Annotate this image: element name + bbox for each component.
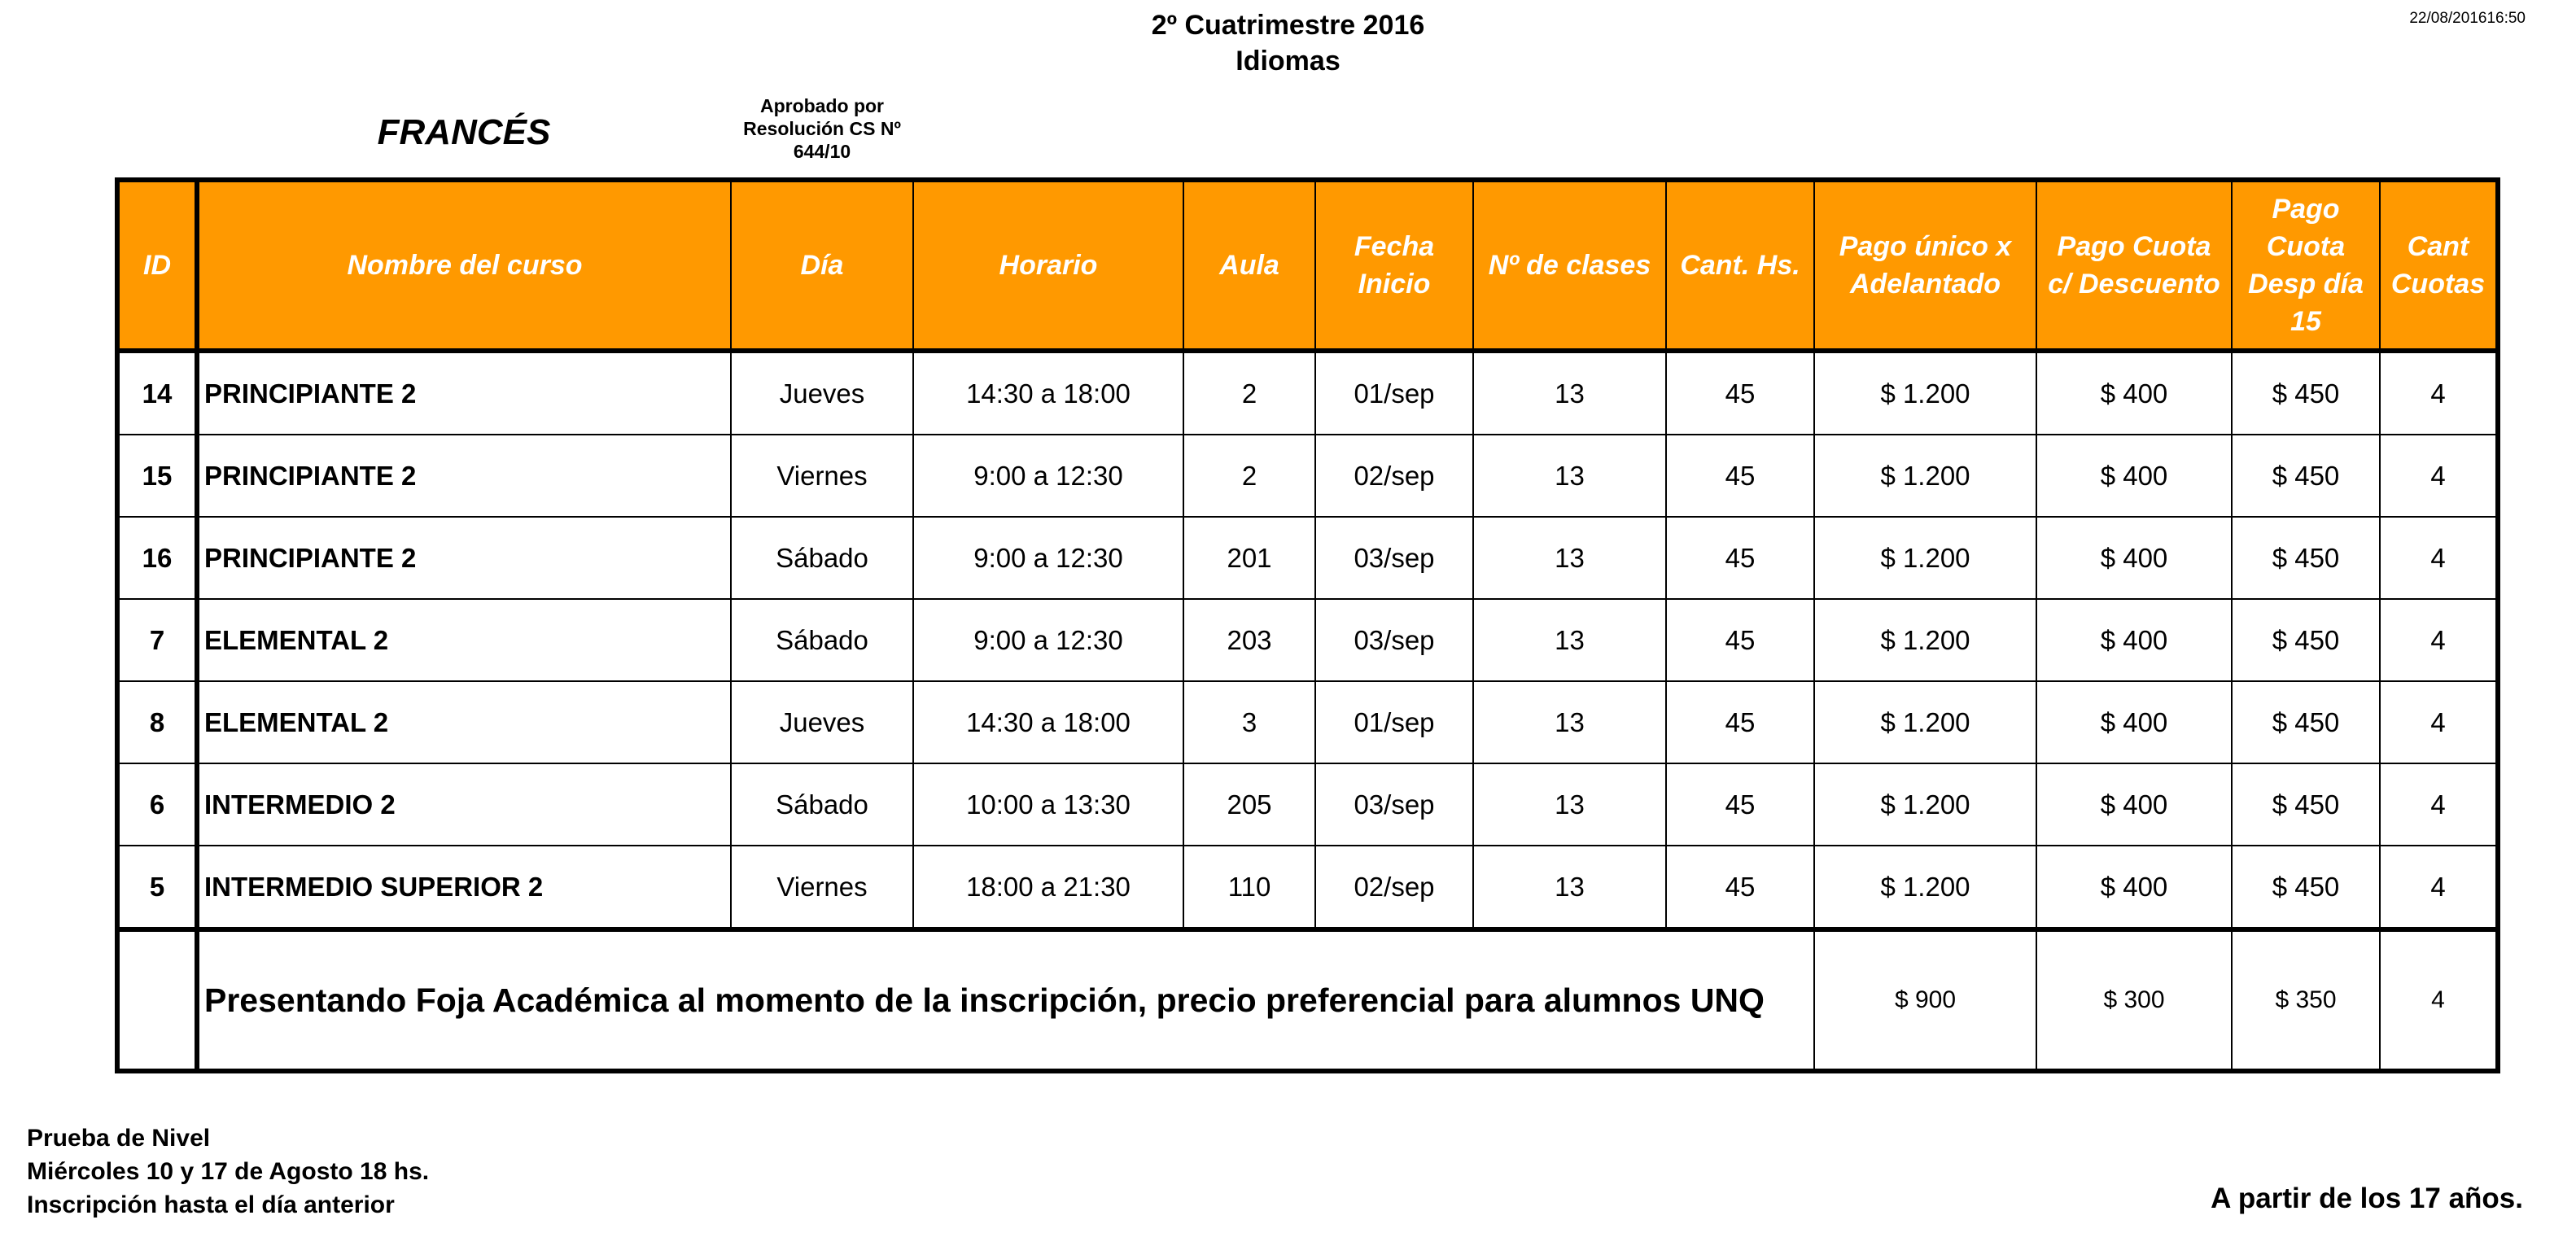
cell-id: 5 <box>117 846 197 929</box>
placement-test-info <box>27 1121 429 1222</box>
course-schedule-table <box>115 177 2500 1073</box>
cell-time: 14:30 a 18:00 <box>913 681 1183 763</box>
table-row <box>117 599 2498 681</box>
cell-hours: 45 <box>1666 599 1814 681</box>
cell-hours: 45 <box>1666 517 1814 599</box>
header-line: Fecha <box>1354 231 1435 262</box>
cell-discount-fee: $ 400 <box>2036 763 2232 846</box>
cell-installments: 4 <box>2380 517 2498 599</box>
cell-late-fee: $ 450 <box>2232 763 2380 846</box>
header-course-name: Nombre del curso <box>197 180 731 351</box>
cell-id: 6 <box>117 763 197 846</box>
header-line: Inicio <box>1358 269 1431 299</box>
cell-course-name: PRINCIPIANTE 2 <box>197 435 731 517</box>
cell-day: Sábado <box>731 763 913 846</box>
header-hours: Cant. Hs. <box>1666 180 1814 351</box>
cell-single-payment: $ 1.200 <box>1814 351 2036 435</box>
cell-late-fee: $ 450 <box>2232 351 2380 435</box>
header-line: Pago <box>2272 194 2340 225</box>
cell-discount-fee: $ 400 <box>2036 681 2232 763</box>
cell-single-payment: $ 1.200 <box>1814 599 2036 681</box>
header-line: Cant <box>2407 231 2469 262</box>
cell-discount-fee: $ 400 <box>2036 846 2232 929</box>
cell-room: 110 <box>1183 846 1315 929</box>
cell-day: Sábado <box>731 599 913 681</box>
cell-single-payment: $ 1.200 <box>1814 846 2036 929</box>
preferential-price-note: Presentando Foja Académica al momento de la inscripción, precio preferencial para alumnos UNQ <box>197 929 1814 1071</box>
cell-room: 203 <box>1183 599 1315 681</box>
header-line: Pago Cuota <box>2057 231 2211 262</box>
approval-line: 644/10 <box>793 141 851 162</box>
timestamp: 22/08/201616:50 <box>2409 10 2526 27</box>
cell-single-payment: $ 900 <box>1814 929 2036 1071</box>
cell-start-date: 01/sep <box>1315 681 1473 763</box>
cell-installments: 4 <box>2380 681 2498 763</box>
header-line: 15 <box>2290 306 2321 337</box>
cell-discount-fee: $ 300 <box>2036 929 2232 1071</box>
cell-id-empty <box>117 929 197 1071</box>
cell-late-fee: $ 450 <box>2232 435 2380 517</box>
cell-start-date: 02/sep <box>1315 435 1473 517</box>
cell-course-name: PRINCIPIANTE 2 <box>197 517 731 599</box>
cell-start-date: 02/sep <box>1315 846 1473 929</box>
cell-time: 14:30 a 18:00 <box>913 351 1183 435</box>
placement-line: Prueba de Nivel <box>27 1125 211 1152</box>
cell-late-fee: $ 450 <box>2232 846 2380 929</box>
cell-start-date: 03/sep <box>1315 517 1473 599</box>
header-late-fee <box>2232 180 2380 351</box>
cell-course-name: PRINCIPIANTE 2 <box>197 351 731 435</box>
table-row <box>117 846 2498 929</box>
table-row <box>117 681 2498 763</box>
cell-installments: 4 <box>2380 599 2498 681</box>
cell-installments: 4 <box>2380 435 2498 517</box>
cell-classes: 13 <box>1473 351 1666 435</box>
cell-day: Jueves <box>731 351 913 435</box>
document-title: 2º Cuatrimestre 2016 <box>1151 10 1425 41</box>
cell-time: 9:00 a 12:30 <box>913 599 1183 681</box>
cell-discount-fee: $ 400 <box>2036 599 2232 681</box>
cell-id: 8 <box>117 681 197 763</box>
language-title: FRANCÉS <box>377 112 551 152</box>
cell-time: 9:00 a 12:30 <box>913 517 1183 599</box>
approval-note <box>708 94 936 163</box>
preferential-price-row <box>117 929 2498 1071</box>
cell-single-payment: $ 1.200 <box>1814 435 2036 517</box>
cell-classes: 13 <box>1473 763 1666 846</box>
cell-id: 16 <box>117 517 197 599</box>
header-line: Cuota <box>2266 231 2346 262</box>
cell-day: Viernes <box>731 435 913 517</box>
cell-course-name: ELEMENTAL 2 <box>197 681 731 763</box>
header-installments <box>2380 180 2498 351</box>
table-header-row <box>117 180 2498 351</box>
cell-single-payment: $ 1.200 <box>1814 517 2036 599</box>
header-room: Aula <box>1183 180 1315 351</box>
cell-late-fee: $ 450 <box>2232 681 2380 763</box>
cell-day: Sábado <box>731 517 913 599</box>
cell-time: 9:00 a 12:30 <box>913 435 1183 517</box>
header-line: Adelantado <box>1849 269 2001 299</box>
header-line: Pago único x <box>1839 231 2012 262</box>
cell-classes: 13 <box>1473 517 1666 599</box>
header-line: c/ Descuento <box>2048 269 2220 299</box>
header-discount-fee <box>2036 180 2232 351</box>
cell-classes: 13 <box>1473 435 1666 517</box>
cell-classes: 13 <box>1473 846 1666 929</box>
header-time: Horario <box>913 180 1183 351</box>
cell-late-fee: $ 450 <box>2232 517 2380 599</box>
cell-single-payment: $ 1.200 <box>1814 681 2036 763</box>
cell-single-payment: $ 1.200 <box>1814 763 2036 846</box>
cell-room: 201 <box>1183 517 1315 599</box>
cell-start-date: 03/sep <box>1315 599 1473 681</box>
cell-time: 10:00 a 13:30 <box>913 763 1183 846</box>
cell-course-name: INTERMEDIO SUPERIOR 2 <box>197 846 731 929</box>
cell-id: 14 <box>117 351 197 435</box>
cell-discount-fee: $ 400 <box>2036 517 2232 599</box>
cell-time: 18:00 a 21:30 <box>913 846 1183 929</box>
cell-hours: 45 <box>1666 435 1814 517</box>
header-start-date <box>1315 180 1473 351</box>
cell-classes: 13 <box>1473 599 1666 681</box>
age-requirement: A partir de los 17 años. <box>2211 1183 2523 1214</box>
header-single-payment <box>1814 180 2036 351</box>
cell-hours: 45 <box>1666 846 1814 929</box>
placement-line: Miércoles 10 y 17 de Agosto 18 hs. <box>27 1158 430 1185</box>
cell-course-name: INTERMEDIO 2 <box>197 763 731 846</box>
cell-hours: 45 <box>1666 351 1814 435</box>
cell-classes: 13 <box>1473 681 1666 763</box>
table-row <box>117 763 2498 846</box>
cell-installments: 4 <box>2380 846 2498 929</box>
header-classes: Nº de clases <box>1473 180 1666 351</box>
cell-start-date: 01/sep <box>1315 351 1473 435</box>
approval-line: Resolución CS Nº <box>743 118 901 139</box>
table-row <box>117 435 2498 517</box>
cell-room: 2 <box>1183 435 1315 517</box>
cell-installments: 4 <box>2380 763 2498 846</box>
cell-day: Viernes <box>731 846 913 929</box>
cell-room: 205 <box>1183 763 1315 846</box>
header-line: Desp día <box>2248 269 2364 299</box>
cell-room: 3 <box>1183 681 1315 763</box>
header-day: Día <box>731 180 913 351</box>
cell-discount-fee: $ 400 <box>2036 435 2232 517</box>
cell-late-fee: $ 350 <box>2232 929 2380 1071</box>
header-line: Cuotas <box>2390 269 2486 299</box>
cell-late-fee: $ 450 <box>2232 599 2380 681</box>
cell-installments: 4 <box>2380 351 2498 435</box>
approval-line: Aprobado por <box>759 95 885 116</box>
cell-hours: 45 <box>1666 763 1814 846</box>
header-id: ID <box>117 180 197 351</box>
cell-id: 7 <box>117 599 197 681</box>
table-row <box>117 351 2498 435</box>
placement-line: Inscripción hasta el día anterior <box>27 1191 395 1218</box>
cell-course-name: ELEMENTAL 2 <box>197 599 731 681</box>
document-subtitle: Idiomas <box>1236 46 1340 77</box>
cell-room: 2 <box>1183 351 1315 435</box>
cell-hours: 45 <box>1666 681 1814 763</box>
cell-installments: 4 <box>2380 929 2498 1071</box>
cell-id: 15 <box>117 435 197 517</box>
table-row <box>117 517 2498 599</box>
cell-discount-fee: $ 400 <box>2036 351 2232 435</box>
cell-day: Jueves <box>731 681 913 763</box>
cell-start-date: 03/sep <box>1315 763 1473 846</box>
